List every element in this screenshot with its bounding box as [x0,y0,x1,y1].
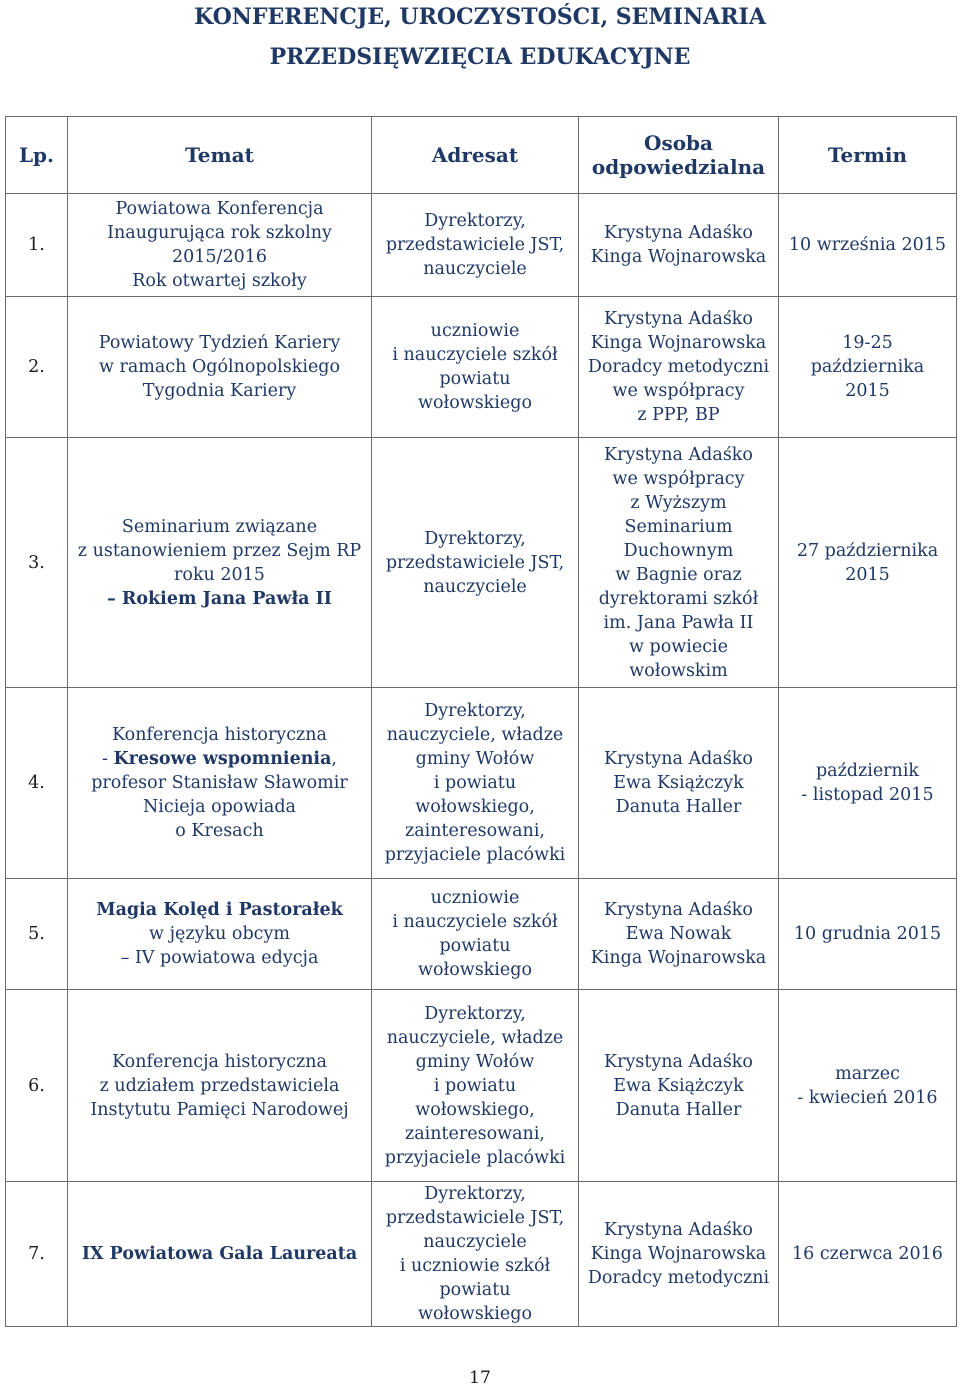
audience-cell: uczniowie i nauczyciele szkół powiatu wołowskiego [372,879,579,990]
table-row [6,879,957,990]
row-number: 5. [6,879,68,990]
date-cell: 19-25 października 2015 [779,297,957,438]
document-subtitle: PRZEDSIĘWZIĘCIA EDUKACYJNE [269,44,691,70]
row-number: 1. [6,194,68,297]
table-row [6,438,957,688]
date-cell: marzec - kwiecień 2016 [779,990,957,1182]
audience-cell: Dyrektorzy, przedstawiciele JST, nauczyciele i uczniowie szkół powiatu wołowskiego [372,1182,579,1327]
table-row [6,990,957,1182]
responsible-cell: Krystyna Adaśko Kinga Wojnarowska Doradcy metodyczni we współpracy z PPP, BP [579,297,779,438]
table-row [6,1182,957,1327]
row-number: 6. [6,990,68,1182]
topic-cell: Konferencja historyczna - Kresowe wspomnienia, profesor Stanisław Sławomir Nicieja opowiada o Kresach [68,688,372,879]
responsible-cell: Krystyna Adaśko Kinga Wojnarowska Doradcy metodyczni [579,1182,779,1327]
table-row [6,688,957,879]
row-number: 7. [6,1182,68,1327]
date-cell: 10 grudnia 2015 [779,879,957,990]
column-header-adresat: Adresat [372,117,579,194]
column-header-osoba: Osoba odpowiedzialna [579,117,779,194]
row-number: 2. [6,297,68,438]
document-title: KONFERENCJE, UROCZYSTOŚCI, SEMINARIA [194,4,766,30]
topic-cell: Powiatowa Konferencja Inaugurująca rok szkolny 2015/2016 Rok otwartej szkoły [68,194,372,297]
table-header-row [6,117,957,194]
date-cell: 16 czerwca 2016 [779,1182,957,1327]
date-cell: październik - listopad 2015 [779,688,957,879]
topic-cell: Magia Kolęd i Pastorałek w języku obcym – IV powiatowa edycja [68,879,372,990]
column-header-termin: Termin [779,117,957,194]
table-row [6,297,957,438]
column-header-lp: Lp. [6,117,68,194]
audience-cell: Dyrektorzy, nauczyciele, władze gminy Wołów i powiatu wołowskiego, zainteresowani, przyjaciele placówki [372,688,579,879]
responsible-cell: Krystyna Adaśko Kinga Wojnarowska [579,194,779,297]
date-cell: 10 września 2015 [779,194,957,297]
date-cell: 27 października 2015 [779,438,957,688]
responsible-cell: Krystyna Adaśko Ewa Książczyk Danuta Haller [579,688,779,879]
topic-cell: Powiatowy Tydzień Kariery w ramach Ogólnopolskiego Tygodnia Kariery [68,297,372,438]
audience-cell: Dyrektorzy, przedstawiciele JST, nauczyciele [372,194,579,297]
row-number: 4. [6,688,68,879]
responsible-cell: Krystyna Adaśko Ewa Nowak Kinga Wojnarowska [579,879,779,990]
column-header-temat: Temat [68,117,372,194]
responsible-cell: Krystyna Adaśko we współpracy z Wyższym Seminarium Duchownym w Bagnie oraz dyrektorami szkół im. Jana Pawła II w powiecie wołowskim [579,438,779,688]
topic-cell: Konferencja historyczna z udziałem przedstawiciela Instytutu Pamięci Narodowej [68,990,372,1182]
table-row [6,194,957,297]
topic-cell: Seminarium związane z ustanowieniem przez Sejm RP roku 2015 – Rokiem Jana Pawła II [68,438,372,688]
page-number: 17 [469,1368,491,1388]
responsible-cell: Krystyna Adaśko Ewa Książczyk Danuta Haller [579,990,779,1182]
topic-cell: IX Powiatowa Gala Laureata [68,1182,372,1327]
row-number: 3. [6,438,68,688]
audience-cell: Dyrektorzy, nauczyciele, władze gminy Wołów i powiatu wołowskiego, zainteresowani, przyjaciele placówki [372,990,579,1182]
audience-cell: Dyrektorzy, przedstawiciele JST, nauczyciele [372,438,579,688]
events-table [5,116,957,1327]
audience-cell: uczniowie i nauczyciele szkół powiatu wołowskiego [372,297,579,438]
